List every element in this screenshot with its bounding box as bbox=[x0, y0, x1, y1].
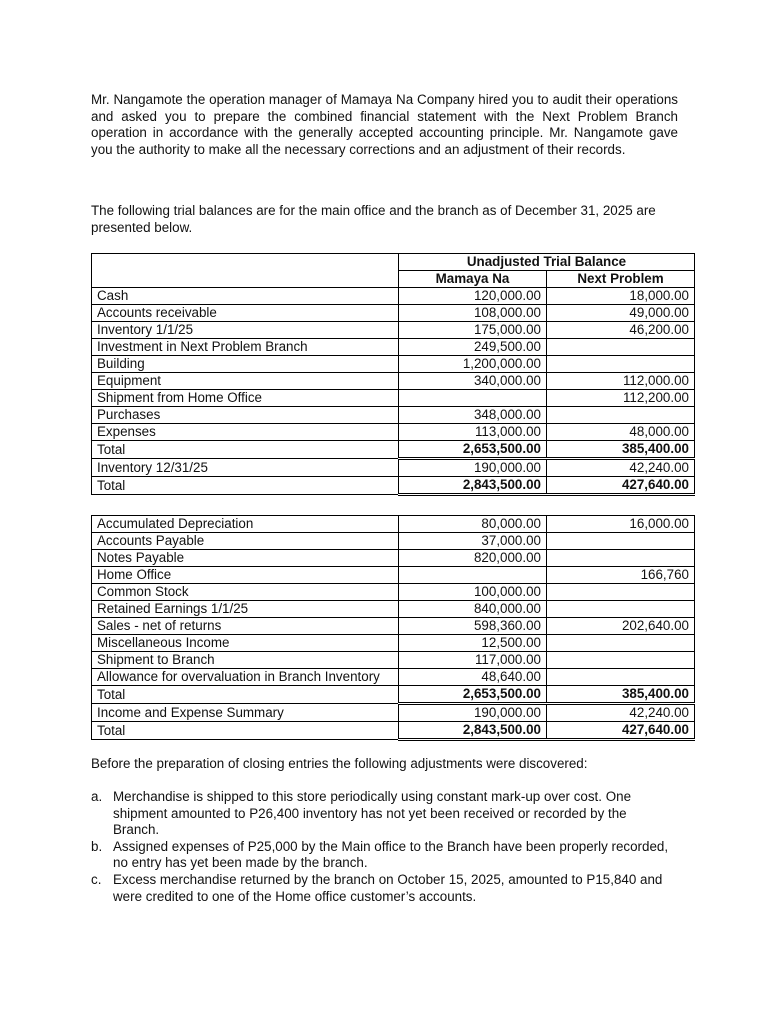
main-amount-cell: 340,000.00 bbox=[399, 373, 547, 390]
adjustment-text: Merchandise is shipped to this store periodically using constant mark-up over cost. One shipment amounted to P26,400 inventory has not yet been received or recorded by the Branch. bbox=[113, 789, 632, 838]
adjustment-marker: c. bbox=[91, 871, 102, 887]
table-row bbox=[92, 601, 695, 618]
branch-amount-cell: 42,240.00 bbox=[547, 459, 695, 477]
table-row bbox=[92, 567, 695, 584]
table-row bbox=[92, 441, 695, 459]
debit-trial-balance-table bbox=[91, 253, 695, 496]
table-row bbox=[92, 686, 695, 704]
table-row bbox=[92, 550, 695, 567]
branch-amount-cell bbox=[547, 533, 695, 550]
account-cell: Building bbox=[92, 356, 399, 373]
branch-amount-cell bbox=[547, 407, 695, 424]
account-cell: Retained Earnings 1/1/25 bbox=[92, 601, 399, 618]
adjustment-text: Excess merchandise returned by the branch on October 15, 2025, amounted to P15,840 and were credited to one of the Home office customer’s accounts. bbox=[113, 871, 663, 904]
account-cell: Accumulated Depreciation bbox=[92, 516, 399, 533]
table-title: Unadjusted Trial Balance bbox=[399, 254, 695, 271]
table-row bbox=[92, 584, 695, 601]
account-cell: Income and Expense Summary bbox=[92, 704, 399, 722]
branch-amount-cell bbox=[547, 356, 695, 373]
account-cell: Inventory 1/1/25 bbox=[92, 322, 399, 339]
branch-amount-cell: 427,640.00 bbox=[547, 477, 695, 495]
main-amount-cell: 2,843,500.00 bbox=[399, 477, 547, 495]
main-amount-cell: 840,000.00 bbox=[399, 601, 547, 618]
main-amount-cell: 190,000.00 bbox=[399, 459, 547, 477]
branch-amount-cell: 166,760 bbox=[547, 567, 695, 584]
table-row bbox=[92, 722, 695, 740]
table-row bbox=[92, 356, 695, 373]
adjustments-list bbox=[91, 789, 671, 905]
main-amount-cell: 117,000.00 bbox=[399, 652, 547, 669]
main-amount-cell: 1,200,000.00 bbox=[399, 356, 547, 373]
column-header-main: Mamaya Na bbox=[399, 271, 547, 288]
account-cell: Notes Payable bbox=[92, 550, 399, 567]
account-cell: Total bbox=[92, 441, 399, 459]
table-row bbox=[92, 407, 695, 424]
account-cell: Cash bbox=[92, 288, 399, 305]
account-cell: Purchases bbox=[92, 407, 399, 424]
intro-paragraph: Mr. Nangamote the operation manager of Mamaya Na Company hired you to audit their operations and asked you to prepare the combined financial statement with the Next Problem Branch operation in accordance with the generally accepted accounting principle. Mr. Nangamote gave you the authority to make all the necessary corrections and an adjustment of their records. bbox=[91, 92, 678, 157]
account-cell: Inventory 12/31/25 bbox=[92, 459, 399, 477]
adjustment-item bbox=[91, 789, 671, 839]
account-cell: Common Stock bbox=[92, 584, 399, 601]
branch-amount-cell bbox=[547, 635, 695, 652]
account-cell: Total bbox=[92, 477, 399, 495]
branch-amount-cell: 49,000.00 bbox=[547, 305, 695, 322]
main-amount-cell: 80,000.00 bbox=[399, 516, 547, 533]
header-blank-cell bbox=[92, 254, 399, 271]
branch-amount-cell bbox=[547, 550, 695, 567]
table-row bbox=[92, 373, 695, 390]
main-amount-cell: 2,653,500.00 bbox=[399, 686, 547, 704]
main-amount-cell: 348,000.00 bbox=[399, 407, 547, 424]
branch-amount-cell: 112,200.00 bbox=[547, 390, 695, 407]
table-row bbox=[92, 477, 695, 495]
table-row bbox=[92, 635, 695, 652]
account-cell: Miscellaneous Income bbox=[92, 635, 399, 652]
account-cell: Total bbox=[92, 722, 399, 740]
table-row bbox=[92, 305, 695, 322]
table-row bbox=[92, 322, 695, 339]
main-amount-cell bbox=[399, 567, 547, 584]
adjustment-item bbox=[91, 872, 671, 905]
account-cell: Equipment bbox=[92, 373, 399, 390]
main-amount-cell: 175,000.00 bbox=[399, 322, 547, 339]
adjustment-text: Assigned expenses of P25,000 by the Main office to the Branch have been properly recorded, no entry has yet been made by the branch. bbox=[113, 838, 669, 871]
table-row bbox=[92, 459, 695, 477]
table-row bbox=[92, 704, 695, 722]
credit-trial-balance-table bbox=[91, 515, 695, 741]
branch-amount-cell: 18,000.00 bbox=[547, 288, 695, 305]
branch-amount-cell: 46,200.00 bbox=[547, 322, 695, 339]
account-cell: Total bbox=[92, 686, 399, 704]
main-amount-cell: 37,000.00 bbox=[399, 533, 547, 550]
branch-amount-cell: 385,400.00 bbox=[547, 441, 695, 459]
main-amount-cell: 113,000.00 bbox=[399, 424, 547, 441]
branch-amount-cell: 42,240.00 bbox=[547, 704, 695, 722]
main-amount-cell: 100,000.00 bbox=[399, 584, 547, 601]
branch-amount-cell: 202,640.00 bbox=[547, 618, 695, 635]
account-cell: Expenses bbox=[92, 424, 399, 441]
adjustments-intro: Before the preparation of closing entries the following adjustments were discovered: bbox=[91, 756, 588, 771]
account-cell: Investment in Next Problem Branch bbox=[92, 339, 399, 356]
adjustment-item bbox=[91, 839, 671, 872]
table-row bbox=[92, 390, 695, 407]
column-header-branch: Next Problem bbox=[547, 271, 695, 288]
account-cell: Shipment from Home Office bbox=[92, 390, 399, 407]
branch-amount-cell bbox=[547, 652, 695, 669]
table-row bbox=[92, 669, 695, 686]
main-amount-cell: 2,653,500.00 bbox=[399, 441, 547, 459]
trial-balance-intro: The following trial balances are for the main office and the branch as of December 31, 2025 are presented below. bbox=[91, 203, 656, 235]
branch-amount-cell bbox=[547, 601, 695, 618]
table-row bbox=[92, 533, 695, 550]
column-header-row bbox=[92, 271, 695, 288]
table-row bbox=[92, 288, 695, 305]
main-amount-cell: 249,500.00 bbox=[399, 339, 547, 356]
adjustment-marker: a. bbox=[91, 789, 103, 804]
main-amount-cell: 120,000.00 bbox=[399, 288, 547, 305]
branch-amount-cell: 385,400.00 bbox=[547, 686, 695, 704]
main-amount-cell: 820,000.00 bbox=[399, 550, 547, 567]
table-row bbox=[92, 652, 695, 669]
table-row bbox=[92, 618, 695, 635]
account-cell: Home Office bbox=[92, 567, 399, 584]
main-amount-cell: 2,843,500.00 bbox=[399, 722, 547, 740]
account-cell: Accounts receivable bbox=[92, 305, 399, 322]
main-amount-cell: 108,000.00 bbox=[399, 305, 547, 322]
branch-amount-cell bbox=[547, 584, 695, 601]
branch-amount-cell: 112,000.00 bbox=[547, 373, 695, 390]
main-amount-cell: 48,640.00 bbox=[399, 669, 547, 686]
main-amount-cell: 598,360.00 bbox=[399, 618, 547, 635]
account-cell: Allowance for overvaluation in Branch Inventory bbox=[92, 669, 399, 686]
branch-amount-cell bbox=[547, 339, 695, 356]
main-amount-cell: 190,000.00 bbox=[399, 704, 547, 722]
account-cell: Sales - net of returns bbox=[92, 618, 399, 635]
debit-rows bbox=[92, 288, 695, 495]
table-row bbox=[92, 516, 695, 533]
table-row bbox=[92, 339, 695, 356]
branch-amount-cell: 427,640.00 bbox=[547, 722, 695, 740]
branch-amount-cell: 16,000.00 bbox=[547, 516, 695, 533]
header-blank-cell bbox=[92, 271, 399, 288]
adjustment-marker: b. bbox=[91, 838, 103, 854]
table-row bbox=[92, 424, 695, 441]
branch-amount-cell: 48,000.00 bbox=[547, 424, 695, 441]
table-title-row bbox=[92, 254, 695, 271]
account-cell: Accounts Payable bbox=[92, 533, 399, 550]
credit-rows bbox=[92, 516, 695, 740]
main-amount-cell: 12,500.00 bbox=[399, 635, 547, 652]
account-cell: Shipment to Branch bbox=[92, 652, 399, 669]
branch-amount-cell bbox=[547, 669, 695, 686]
main-amount-cell bbox=[399, 390, 547, 407]
